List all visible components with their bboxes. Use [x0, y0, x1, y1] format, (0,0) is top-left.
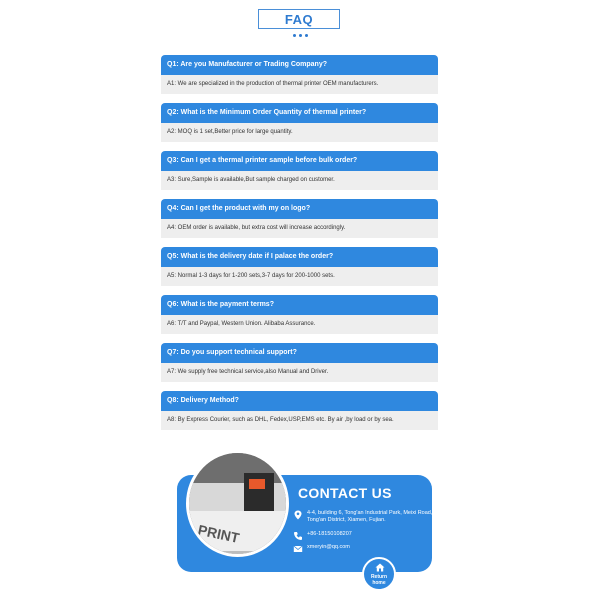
contact-phone[interactable]: +86-18150108207	[307, 531, 352, 537]
answer-text: : MOQ is 1 set,Better price for large quantity.	[174, 129, 293, 135]
faq-title-dots	[290, 34, 310, 38]
contact-address: 4-4, building 6, Tong'an Industrial Park, Meixi Road, Tong'an District, Xiamen, Fujian.	[307, 510, 433, 523]
faq-item-4	[161, 199, 438, 247]
faq-question: Q5: What is the delivery date if I palace the order?	[161, 247, 438, 267]
faq-item-2	[161, 103, 438, 151]
faq-answer	[161, 219, 438, 238]
answer-text: : We supply free technical service,also Manual and Driver.	[174, 369, 329, 375]
faq-item-1	[161, 55, 438, 103]
svg-text:PRINT: PRINT	[196, 521, 241, 546]
answer-text: : Normal 1-3 days for 1-200 sets,3-7 days for 200-1000 sets.	[174, 273, 335, 279]
faq-question: Q8: Delivery Method?	[161, 391, 438, 411]
return-home-line1: Return	[370, 574, 388, 580]
answer-prefix: A2	[167, 129, 175, 135]
mail-icon	[293, 544, 303, 554]
return-home-button[interactable]	[362, 557, 396, 591]
answer-text: : We are specialized in the production of thermal printer OEM manufacturers.	[174, 81, 379, 87]
answer-text: : T/T and Paypal, Western Union. Alibaba Assurance.	[174, 321, 316, 327]
faq-title-text: FAQ	[284, 11, 314, 27]
faq-item-3	[161, 151, 438, 199]
faq-question: Q1: Are you Manufacturer or Trading Company?	[161, 55, 438, 75]
faq-item-8	[161, 391, 438, 439]
location-pin-icon	[293, 510, 303, 520]
answer-prefix: A3	[167, 177, 175, 183]
answer-prefix: A4	[167, 225, 175, 231]
return-home-label	[364, 574, 394, 586]
answer-prefix: A1	[167, 81, 175, 87]
faq-question: Q4: Can I get the product with my on logo?	[161, 199, 438, 219]
faq-question: Q2: What is the Minimum Order Quantity of thermal printer?	[161, 103, 438, 123]
answer-prefix: A6	[167, 321, 175, 327]
answer-prefix: A5	[167, 273, 175, 279]
answer-text: : OEM order is available, but extra cost will increase accordingly.	[174, 225, 346, 231]
faq-item-5	[161, 247, 438, 295]
answer-text: : By Express Courier, such as DHL, Fedex,USP,EMS etc. By air ,by load or by sea.	[174, 417, 394, 423]
contact-title: CONTACT US	[298, 485, 392, 501]
answer-prefix: A8	[167, 417, 175, 423]
faq-item-7	[161, 343, 438, 391]
home-icon	[375, 563, 385, 572]
phone-icon	[293, 531, 303, 541]
faq-answer	[161, 363, 438, 382]
printer-photo	[186, 450, 289, 557]
faq-answer	[161, 171, 438, 190]
faq-question: Q7: Do you support technical support?	[161, 343, 438, 363]
faq-answer	[161, 75, 438, 94]
contact-email[interactable]: xmeryin@qq.com	[307, 544, 350, 550]
answer-prefix: A7	[167, 369, 175, 375]
faq-list	[161, 55, 438, 439]
return-home-line2: home	[372, 580, 386, 586]
faq-answer	[161, 315, 438, 334]
faq-question: Q3: Can I get a thermal printer sample before bulk order?	[161, 151, 438, 171]
faq-item-6	[161, 295, 438, 343]
faq-answer	[161, 267, 438, 286]
answer-text: : Sure,Sample is available,But sample charged on customer.	[174, 177, 335, 183]
faq-question: Q6: What is the payment terms?	[161, 295, 438, 315]
faq-title	[258, 9, 340, 29]
faq-answer	[161, 411, 438, 430]
faq-answer	[161, 123, 438, 142]
